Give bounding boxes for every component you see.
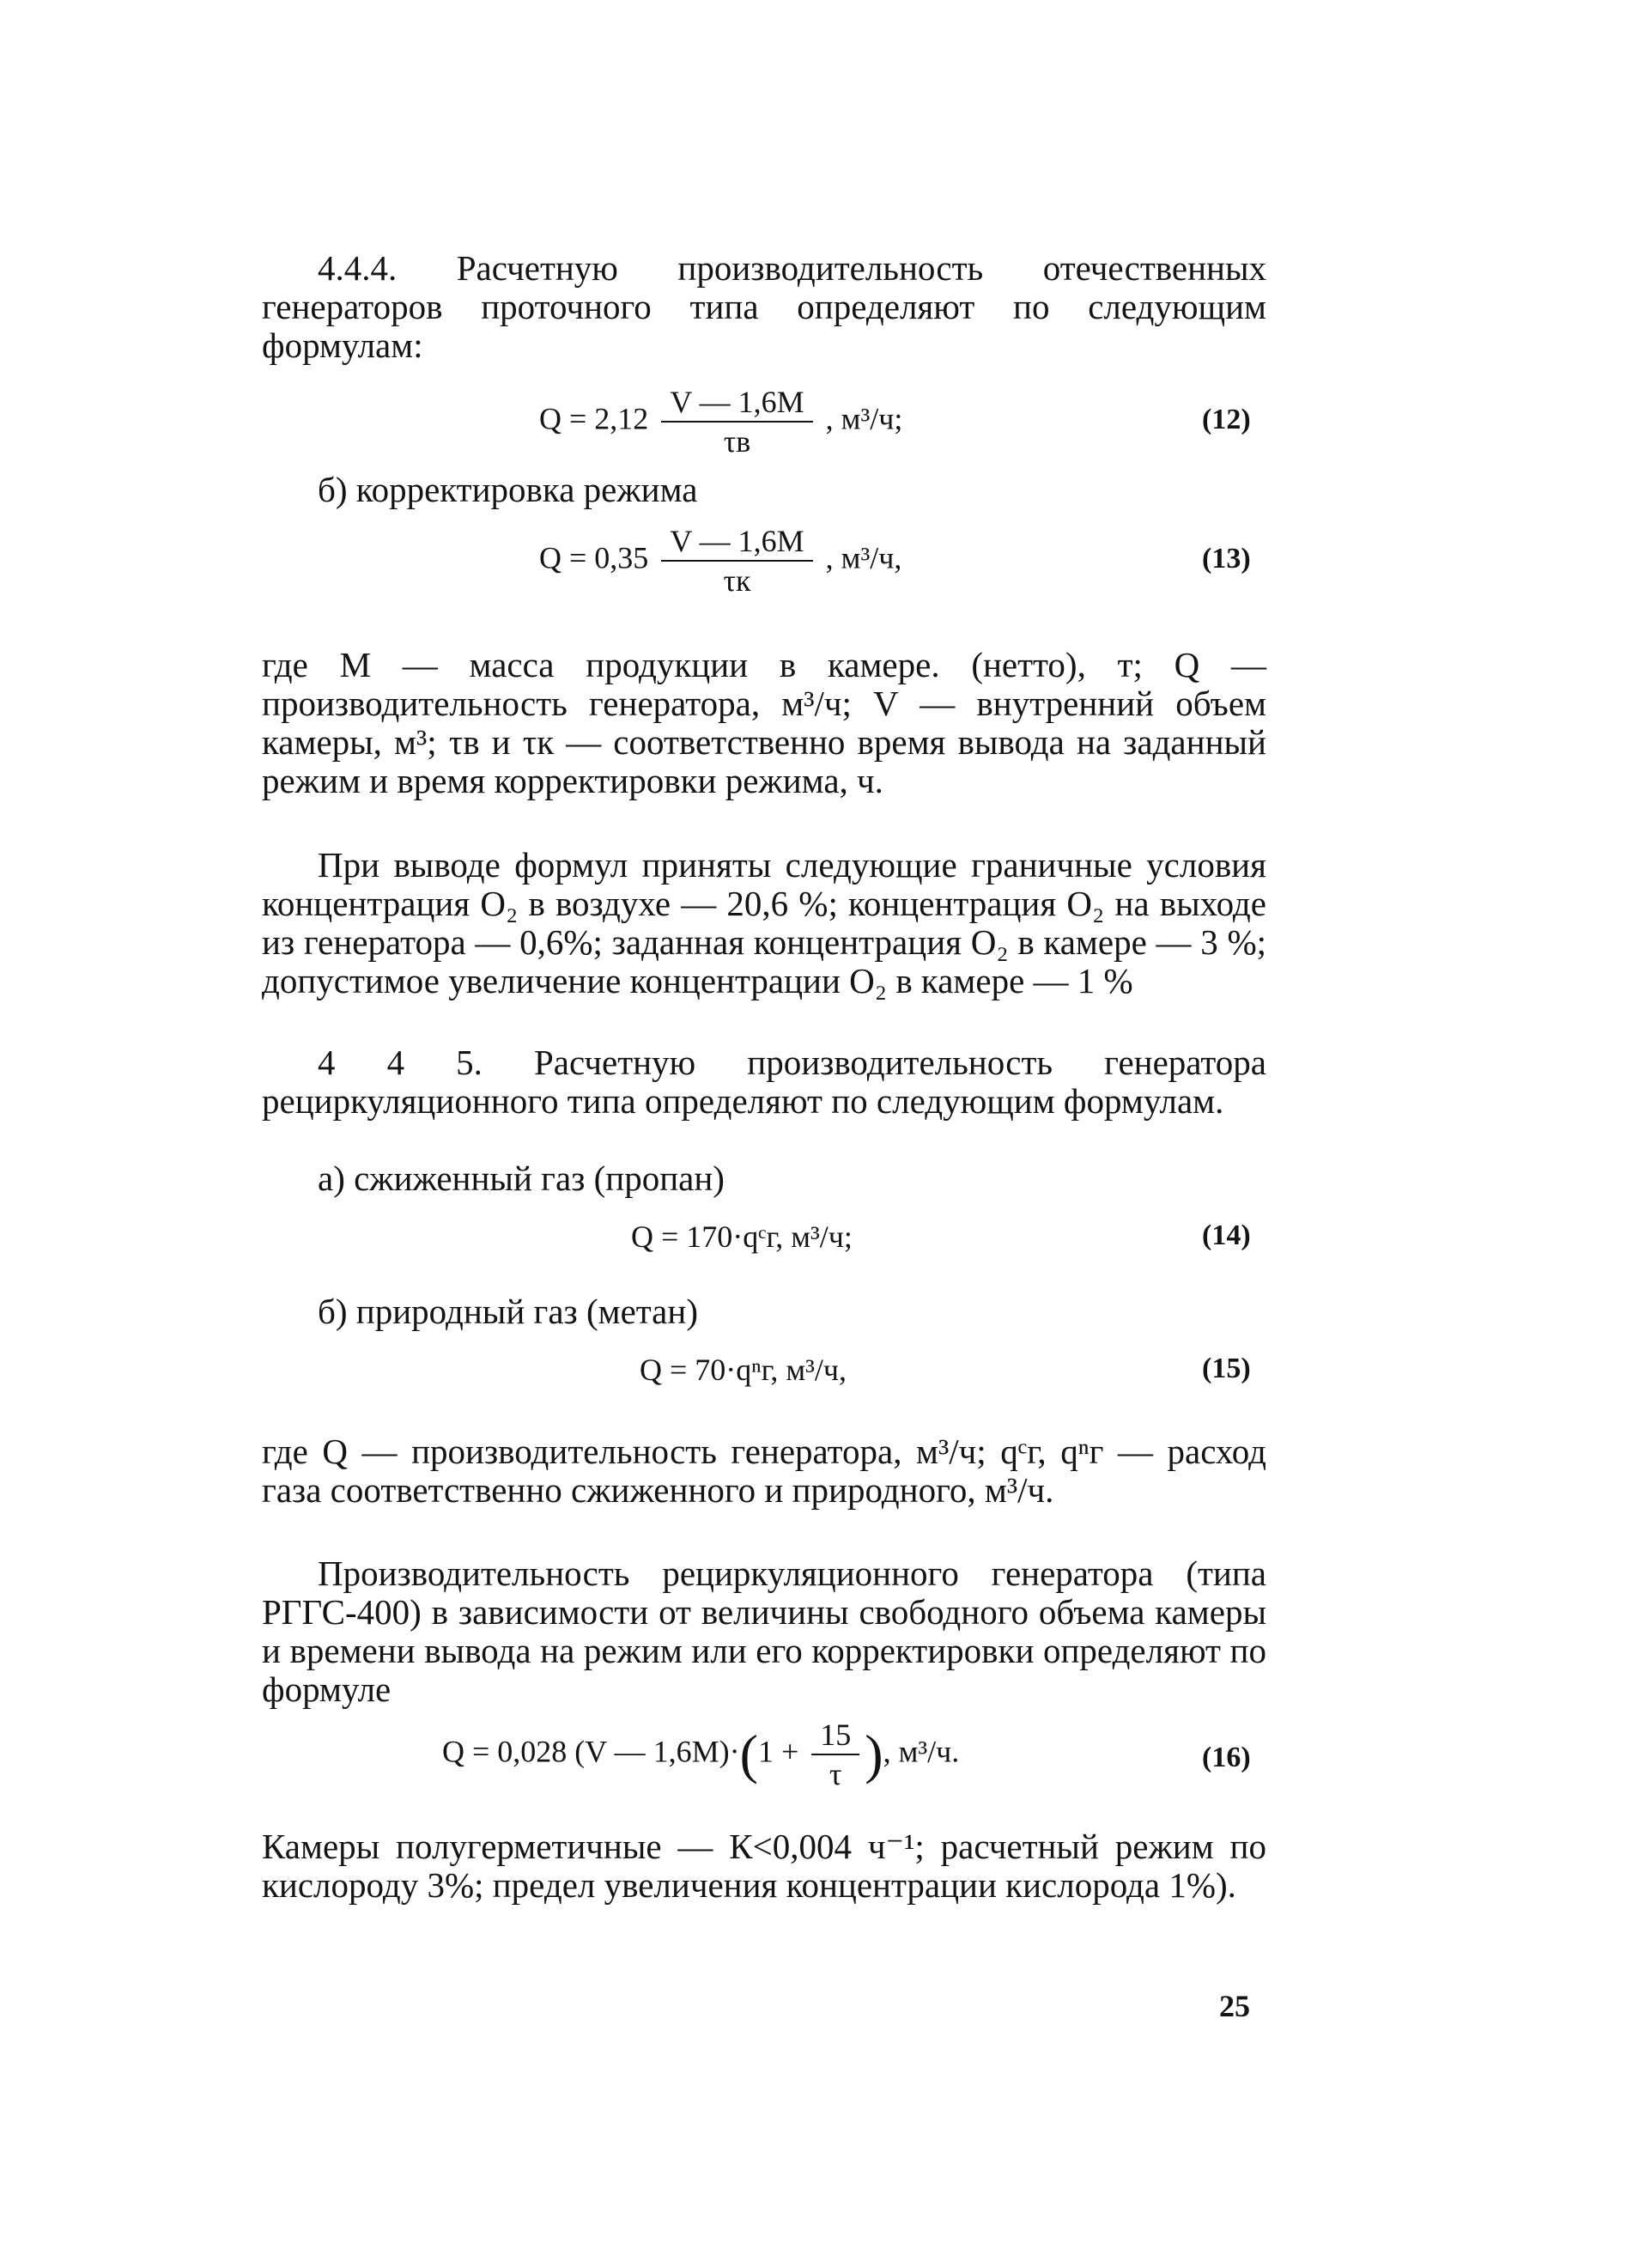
equation-number-12: (12) [1202, 404, 1251, 435]
paragraph-boundary-conditions: При выводе формул приняты следующие граничные условия концентрация О₂ в воздухе — 20,6 %; концентрация О₂ на выходе из генератора — 0,6%; заданная концентрация О₂ в камере — 3 %; допустимое увеличение концентрации О₂ в камере — 1 % [262, 845, 1266, 1000]
formula-15: Q = 70·qⁿг, м³/ч, [640, 1353, 847, 1387]
formula-12-lhs: Q = 2,12 [539, 401, 649, 436]
formula-12-denominator: τв [723, 424, 751, 459]
formula-14: Q = 170·qᶜг, м³/ч; [631, 1219, 853, 1254]
formula-16-numerator: 15 [811, 1718, 859, 1755]
equation-number-13: (13) [1202, 543, 1251, 575]
formula-16-unit: , м³/ч. [883, 1734, 960, 1769]
formula-12-fraction [661, 385, 812, 459]
paragraph-where-gas-flow: где Q — производительность генератора, м³/ч; qᶜг, qⁿг — расход газа соответственно сжиженного и природного, м³/ч. [262, 1432, 1266, 1510]
paragraph-rggs-400: Производительность рециркуляционного генератора (типа РГГС-400) в зависимости от величины свободного объема камеры и времени вывода на режим или его корректировки определяют по формуле [262, 1554, 1266, 1709]
formula-13-fraction [661, 524, 812, 598]
formula-13 [539, 524, 901, 598]
formula-16-denominator: τ [829, 1757, 842, 1791]
page-number: 25 [1219, 1989, 1250, 2023]
label-a-liquefied-gas: а) сжиженный газ (пропан) [318, 1158, 725, 1198]
label-b-natural-gas: б) природный газ (метан) [318, 1292, 698, 1331]
formula-12-numerator: V — 1,6M [661, 385, 812, 423]
paragraph-where-definitions: где М — масса продукции в камере. (нетто), т; Q — производительность генератора, м³/ч; V — внутренний объем камеры, м³; τв и τк — соответственно время вывода на заданный режим и время корректировки режима, ч. [262, 645, 1266, 800]
formula-12-unit: , м³/ч; [825, 401, 903, 436]
formula-16-lhs: Q = 0,028 (V — 1,6M)· [442, 1734, 740, 1769]
formula-13-unit: , м³/ч, [825, 540, 902, 575]
formula-13-denominator: τк [723, 563, 751, 598]
formula-16-inner-left: 1 + [757, 1734, 799, 1769]
equation-number-16: (16) [1202, 1742, 1251, 1773]
equation-number-14: (14) [1202, 1219, 1251, 1251]
formula-16-fraction [811, 1718, 859, 1791]
formula-13-numerator: V — 1,6M [661, 524, 812, 562]
formula-16: Q = 0,028 (V — 1,6M)·(1 + $\frac{15}{\tau}$ ), м³/ч. [442, 1718, 960, 1791]
paragraph-444: 4.4.4. Расчетную производительность отечественных генераторов проточного типа определяют по следующим формулам: [262, 248, 1266, 365]
formula-13-lhs: Q = 0,35 [539, 540, 649, 575]
formula-12 [539, 385, 902, 459]
paragraph-445: 4 4 5. Расчетную производительность генератора рециркуляционного типа определяют по следующим формулам. [262, 1043, 1266, 1121]
equation-number-15: (15) [1202, 1353, 1251, 1384]
paragraph-semi-hermetic-chambers: Камеры полугерметичные — К<0,004 ч⁻¹; расчетный режим по кислороду 3%; предел увеличения концентрации кислорода 1%). [262, 1827, 1266, 1905]
label-b-correction: б) корректировка режима [318, 470, 698, 509]
